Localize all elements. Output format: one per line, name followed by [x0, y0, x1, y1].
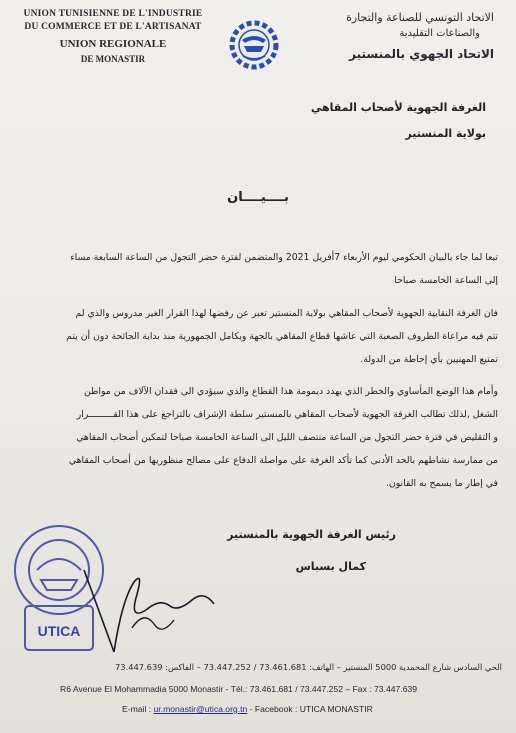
document-title: بــــيــــان	[227, 190, 289, 205]
paragraph-2	[14, 302, 498, 371]
header-fr-line3: UNION REGIONALE	[59, 38, 167, 50]
footer-address-arabic: الحي السادس شارع المحمدية 5000 المنستير – الهاتف: 73.461.681 / 73.447.252 – الفاكس: 73.447.639	[115, 662, 502, 672]
paragraph-2-line-2: تتم فيه مراعاة الظروف الصعبة التي عاشها قطاع المقاهي بالجهة وبكامل الجمهورية منذ بداية الجائحة دون أن يتم	[66, 331, 498, 342]
chamber-line2: بولاية المنستير	[405, 127, 486, 140]
paragraph-3-line-2: الشغل ,لذلك تطالب الغرفة الجهوية لأصحاب المقاهي بالمنستير سلطة الإشراف بالتراجع على هذا القـــــــــرار	[76, 409, 498, 420]
paragraph-3-line-1: وأمام هذا الوضع المأساوي والخطر الذي يهدد ديمومة هذا القطاع والذي سيؤدي الى فقدان الآلاف من مواطن	[83, 386, 498, 397]
facebook-text: - Facebook : UTICA MONASTIR	[247, 704, 373, 714]
header-ar-line1: الاتحاد التونسي للصناعة والتجارة	[346, 11, 494, 24]
paragraph-3-line-4: من ممارسة نشاطهم بالحد الأدنى كما تأكد الغرفة على مواصلة الدفاع على مصالح منظوريها من أصحاب المقاهي	[68, 455, 498, 466]
chamber-name	[311, 98, 486, 144]
header-ar-line3: الاتحاد الجهوي بالمنستير	[349, 47, 494, 61]
chamber-line1: الغرفة الجهوية لأصحاب المقاهي	[310, 101, 486, 114]
email-link[interactable]: ur.monastir@utica.org.tn	[153, 704, 248, 714]
stamp-text: UTICA	[37, 623, 81, 639]
handwritten-signature	[74, 540, 244, 660]
footer-address-french: R6 Avenue El Mohammadia 5000 Monastir - Tél.: 73.461.681 / 73.447.252 – Fax : 73.447.639	[60, 684, 418, 694]
header-fr-line4: DE MONASTIR	[80, 54, 146, 64]
email-label: E-mail :	[122, 704, 154, 714]
header-fr-line2: DU COMMERCE ET DE L'ARTISANAT	[24, 22, 202, 32]
signatory-name: كمال بسباس	[295, 560, 366, 573]
paragraph-3	[14, 380, 498, 495]
utica-logo-icon	[226, 16, 282, 74]
header-french	[18, 8, 208, 66]
signatory-title: رئيس الغرفة الجهوية بالمنستير	[227, 528, 396, 541]
footer-contact	[122, 704, 373, 714]
header-fr-line1: UNION TUNISIENNE DE L'INDUSTRIE	[23, 9, 203, 19]
header-arabic	[304, 10, 494, 64]
header-ar-line2: والصناعات التقليدية	[399, 28, 480, 39]
paragraph-3-line-5: في إطار ما يسمح به القانون.	[385, 478, 498, 489]
paragraph-1-line-2: إلى الساعة الخامسة صباحا	[394, 275, 498, 286]
paragraph-1-line-1: تبعا لما جاء بالبيان الحكومي ليوم الأربعاء 7أفريل 2021 والمتضمن لفترة حضر التجول من الساعة السابعة مساء	[70, 252, 498, 263]
paragraph-2-line-1: فان الغرفة النقابية الجهوية لأصحاب المقاهي بولاية المنستير تعبر عن رفضها لهذا القرار الغير مدروس والذي لم	[75, 308, 498, 319]
paragraph-3-line-3: و التقليص في فترة حضر التجول من الساعة منتصف الليل الى الساعة الخامسة صباحا لتمكين أصحاب المقاهي	[76, 432, 498, 443]
paragraph-2-line-3: تمتيع المهنيين بأي إحاطة من الدولة.	[360, 354, 498, 365]
paragraph-1	[14, 246, 498, 292]
